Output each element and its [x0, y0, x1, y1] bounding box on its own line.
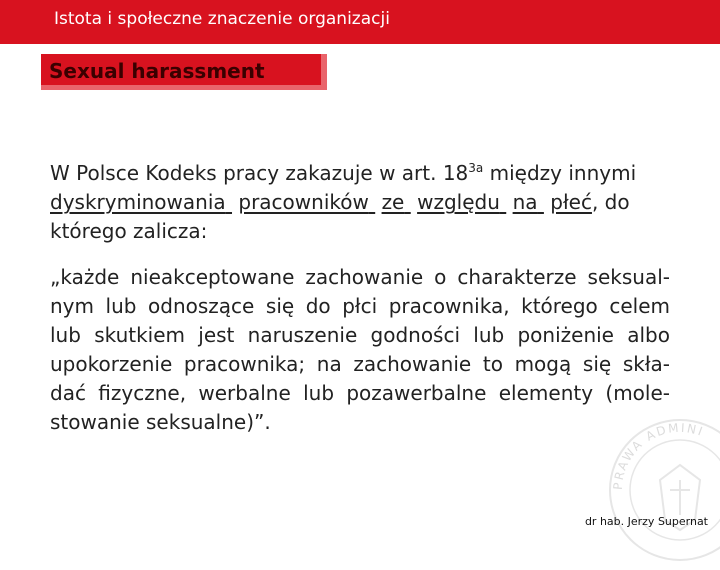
underlined-word: pracowników: [238, 190, 369, 214]
intro-text: W Polsce Kodeks pracy zakazuje w art. 18: [50, 161, 469, 185]
seal-text: PRAWA ADMINI: [610, 420, 707, 491]
article-superscript: 3a: [468, 161, 484, 175]
underlined-word: ze: [381, 190, 405, 214]
quote-paragraph: [50, 263, 670, 437]
quote-line: lub skutkiem jest naruszenie godności lub poniżenie albo: [50, 323, 670, 347]
quote-line: stowanie seksualne)”.: [50, 410, 271, 434]
quote-line: nym lub odnoszące się do płci pracownika, którego celem: [50, 294, 670, 318]
intro-line-2: [50, 188, 670, 217]
quote-line: upokorzenie pracownika; na zachowanie to mogą się skła-: [50, 352, 670, 376]
underlined-word: dyskryminowania: [50, 190, 226, 214]
presentation-title: Istota i społeczne znaczenie organizacji: [54, 9, 390, 29]
underlined-word: na: [512, 190, 538, 214]
slide-body: [50, 154, 670, 437]
underlined-word: względu: [417, 190, 500, 214]
header-bar: [0, 0, 720, 44]
svg-text:PRAWA ADMINI: [611, 421, 706, 491]
intro-line-3: którego zalicza:: [50, 219, 208, 243]
intro-text-tail: między innymi: [483, 161, 637, 185]
section-title-shadow-bottom: [41, 85, 327, 90]
section-title-box: [41, 54, 327, 90]
quote-line: dać fizyczne, werbalne lub pozawerbalne elementy (mole-: [50, 381, 670, 405]
intro-paragraph: [50, 154, 670, 246]
section-title: Sexual harassment: [49, 59, 265, 83]
intro-line-2-tail: , do: [591, 190, 630, 214]
intro-line-1: [50, 154, 670, 188]
underlined-word: płeć: [550, 190, 592, 214]
quote-line: „każde nieakceptowane zachowanie o charakterze seksual-: [50, 265, 670, 289]
author-footer: dr hab. Jerzy Supernat: [584, 515, 708, 528]
university-seal-watermark: [600, 410, 720, 570]
